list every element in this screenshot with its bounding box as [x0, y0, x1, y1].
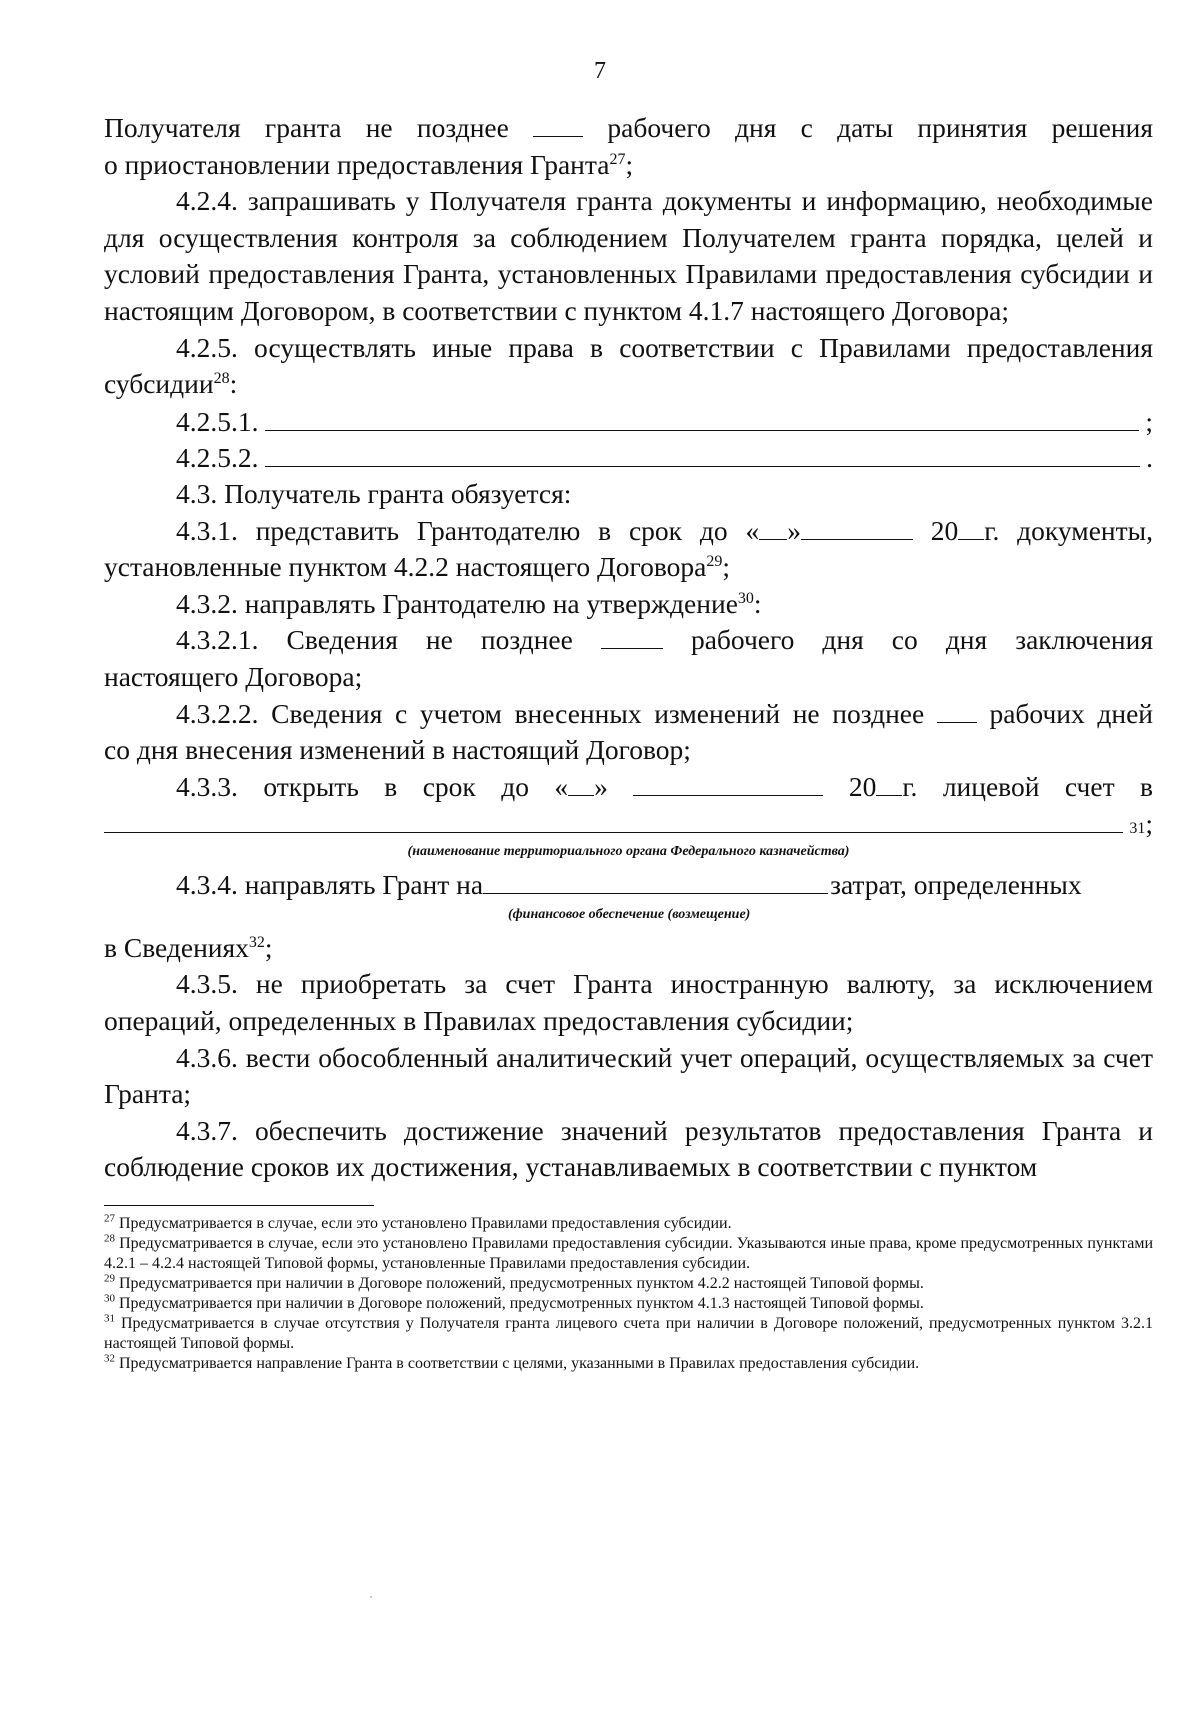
clause-4-3: 4.3. Получатель гранта обязуется:: [176, 477, 572, 509]
clause-4-3-3: [104, 769, 1153, 806]
clause-4-3-6: 4.3.6. вести обособленный аналитический учет операций, осуществляемых за счет Гранта;: [104, 1041, 1153, 1110]
text-fragment: о приостановлении предоставления Гранта: [104, 148, 610, 180]
text-fragment: 4.3.3. открыть в срок до «: [176, 770, 569, 802]
clause-4-2-5-2: [104, 439, 1153, 476]
footnote-ref: 29: [706, 552, 723, 570]
clause-number: 4.2.5.2.: [176, 442, 259, 474]
blank-field: [104, 805, 1123, 833]
footnote-number: 27: [104, 1212, 115, 1225]
clause-4-3-4: [104, 867, 1153, 904]
footnote-text: Предусматривается в случае, если это установлено Правилами предоставления субсидии.: [119, 1215, 732, 1232]
text-fragment: 4.3.2.2. Сведения с учетом внесенных изменений не позднее: [176, 697, 937, 729]
blank-field: [759, 513, 787, 540]
footnote-ref: 30: [737, 589, 754, 607]
footnote-number: 29: [104, 1272, 115, 1285]
text-fragment: ;: [1145, 405, 1153, 437]
footnote-ref: 32: [248, 933, 265, 951]
text-fragment: »: [787, 514, 801, 546]
blank-field: [633, 769, 823, 796]
treasury-line: 31 ;: [104, 805, 1153, 839]
text-fragment: 4.2.5. осуществлять иные права в соответствии с Правилами предоставления субсидии: [104, 331, 1153, 400]
text-fragment: 20: [848, 770, 877, 802]
paragraph-continuation-line: [104, 110, 1153, 147]
footnote-ref: 27: [609, 150, 626, 168]
footnote-text: Предусматривается направление Гранта в соответствии с целями, указанными в Правилах предоставления субсидии.: [119, 1355, 920, 1372]
footnote: [104, 1234, 1153, 1274]
footnote-ref: 28: [213, 370, 230, 387]
footnote-text: Предусматривается при наличии в Договоре положений, предусмотренных пунктом 4.1.3 настоящей Типовой формы.: [119, 1295, 924, 1312]
scan-speck: [370, 1596, 372, 1598]
footnote: [104, 1274, 1153, 1294]
text-fragment: рабочего дня с даты принятия решения: [583, 112, 1153, 143]
text-fragment: ;: [1145, 808, 1153, 840]
text-fragment: 4.3.4. направлять Грант на: [176, 869, 484, 901]
footnote: [104, 1214, 1153, 1234]
clause-4-3-2-1-end: настоящего Договора;: [104, 660, 363, 692]
text-fragment: г. документы,: [984, 514, 1153, 546]
text-fragment: »: [594, 770, 608, 802]
footnote-text: Предусматривается в случае, если это установлено Правилами предоставления субсидии. Указываются иные права, кроме предусмотренных пунктами 4.2.1 – 4.2.4 настоящей Типовой формы, установленные Правилами предоставления субсидии.: [104, 1235, 1154, 1272]
text-fragment: рабочего дня со дня заключения: [662, 624, 1153, 656]
clause-4-3-7: 4.3.7. обеспечить достижение значений результатов предоставления Гранта и соблюдение сроков их достижения, устанавливаемых в соответствии с пунктом: [104, 1114, 1153, 1183]
footnote-number: 30: [104, 1292, 115, 1305]
text-fragment: установленные пунктом 4.2.2 настоящего Договора: [104, 551, 707, 583]
text-fragment: 4.3.2.1. Сведения не позднее: [176, 624, 601, 656]
paragraph-continuation-end: о приостановлении предоставления Гранта$^{27}$;: [104, 148, 634, 180]
blank-field: [265, 439, 1141, 467]
text-fragment: затрат, определенных: [830, 869, 1082, 901]
caption-finance: (финансовое обеспечение (возмещение): [508, 906, 751, 922]
blank-field: [937, 696, 977, 723]
text-fragment: 20: [912, 514, 959, 546]
page-number: 7: [594, 58, 606, 84]
text-fragment: Получателя гранта не позднее: [104, 112, 534, 143]
clause-4-3-4-end: в Сведениях$^{32}$;: [104, 931, 273, 963]
blank-field: [876, 769, 902, 796]
clause-4-2-5-1: [104, 403, 1153, 440]
blank-field: [568, 769, 594, 796]
document-body: [104, 110, 1153, 1186]
footnote: [104, 1354, 1153, 1374]
footnote-number: 31: [104, 1312, 115, 1325]
clause-4-3-2: 4.3.2. направлять Грантодателю на утверждение$^{30}$:: [176, 587, 762, 619]
clause-4-3-2-2-end: со дня внесения изменений в настоящий Договор;: [104, 734, 691, 766]
text-fragment: 4.3.2. направлять Грантодателю на утверждение: [176, 587, 738, 619]
blank-field: [533, 110, 583, 137]
footnote: [104, 1314, 1153, 1354]
text-fragment: .: [1146, 442, 1153, 474]
text-fragment: г. лицевой счет в: [902, 770, 1153, 802]
blank-field: [601, 622, 663, 649]
text-fragment: в Сведениях: [104, 931, 249, 963]
clause-4-3-1: [104, 513, 1153, 550]
footnote-text: Предусматривается в случае отсутствия у Получателя гранта лицевого счета при наличии в Договоре положений, предусмотренных пунктом 3.2.1 настоящей Типовой формы.: [104, 1315, 1153, 1352]
footnotes: [104, 1214, 1153, 1374]
blank-field: [801, 513, 913, 540]
clause-4-3-2-1: [104, 622, 1153, 659]
clause-4-3-5: 4.3.5. не приобретать за счет Гранта иностранную валюту, за исключением операций, определенных в Правилах предоставления субсидии;: [104, 968, 1153, 1037]
text-fragment: рабочих дней: [976, 697, 1153, 729]
clause-4-2-4: 4.2.4. запрашивать у Получателя гранта документы и информацию, необходимые для осуществления контроля за соблюдением Получателем гранта порядка, целей и условий предоставления Гранта, установленных Правилами предоставления субсидии и настоящим Договором, в соответствии с пунктом 4.1.7 настоящего Договора;: [104, 185, 1153, 326]
blank-field: [958, 513, 984, 540]
clause-4-2-5: 4.2.5. осуществлять иные права в соответствии с Правилами предоставления субсидии$^{28}$:: [104, 331, 1153, 400]
footnote-number: 32: [104, 1352, 115, 1365]
footnote-text: Предусматривается при наличии в Договоре положений, предусмотренных пунктом 4.2.2 настоящей Типовой формы.: [119, 1275, 924, 1292]
blank-field: [483, 867, 828, 894]
clause-4-3-2-2: [104, 696, 1153, 733]
text-fragment: 4.3.1. представить Грантодателю в срок до «: [176, 514, 760, 546]
footnote: [104, 1294, 1153, 1314]
clause-number: 4.2.5.1.: [176, 405, 259, 437]
caption-treasury: (наименование территориального органа Федерального казначейства): [407, 844, 850, 860]
blank-field: [265, 403, 1140, 431]
footnote-separator: [104, 1205, 374, 1206]
footnote-number: 28: [104, 1232, 115, 1245]
clause-4-3-1-end: установленные пунктом 4.2.2 настоящего Договора$^{29}$;: [104, 551, 730, 583]
